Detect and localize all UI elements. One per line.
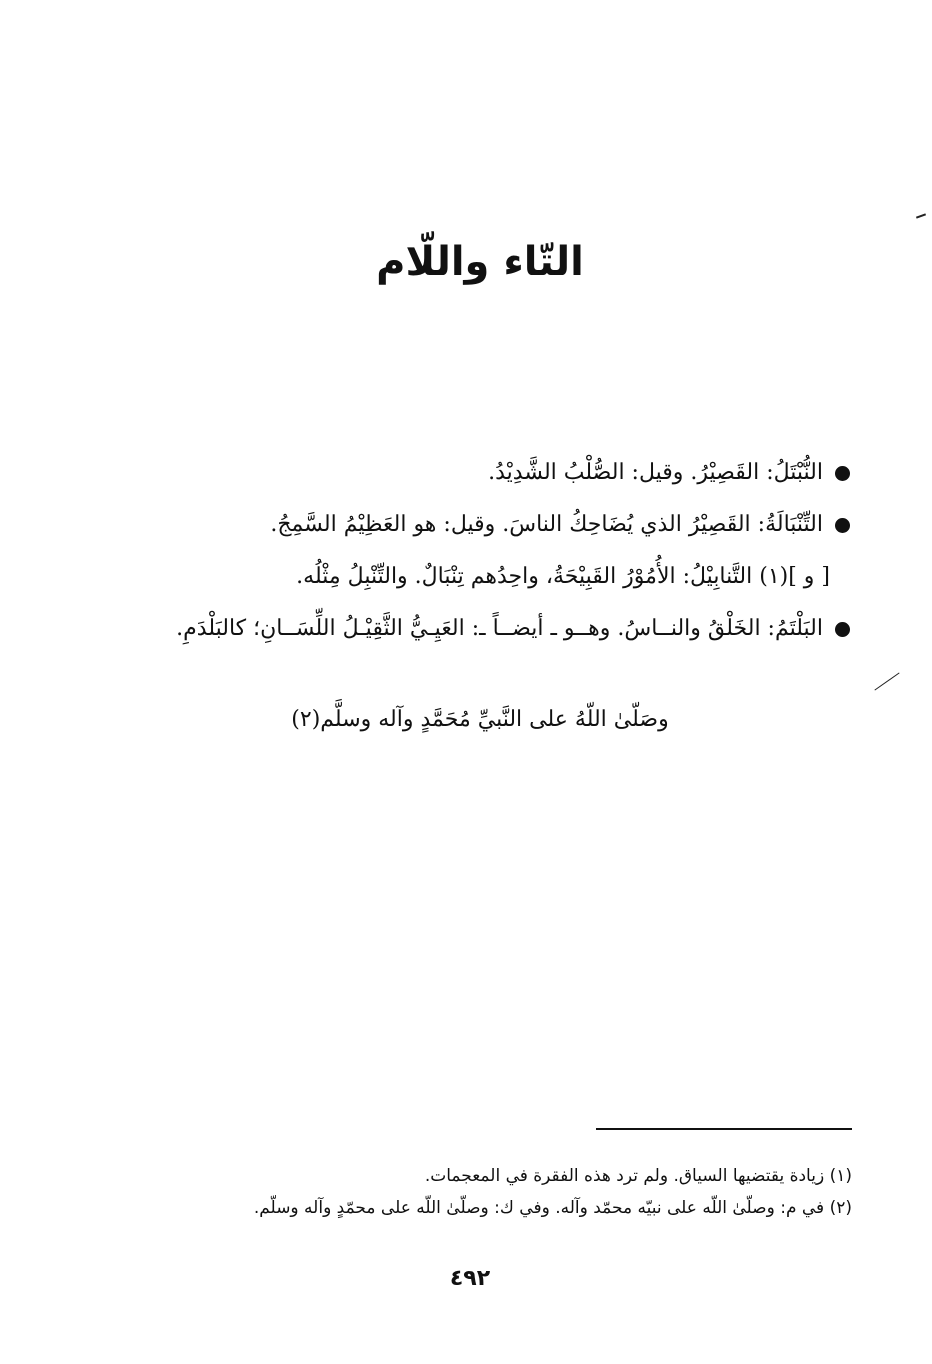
page-number: ٤٩٢: [449, 1266, 491, 1291]
dictionary-entry: [150, 504, 850, 546]
scan-mark: [874, 672, 899, 690]
bullet-icon: [835, 622, 850, 637]
chapter-title: التّاء واللّام: [376, 239, 584, 285]
scan-mark: [916, 213, 926, 218]
footnote: (١) زيادة يقتضيها السياق. ولم ترد هذه الفقرة في المعجمات.: [424, 1166, 852, 1186]
entry-text: النُّبْتَلُ: القَصِيْرُ. وقيل: الصُّلْبُ الشَّدِيْدُ.: [488, 460, 823, 485]
entry-text: [ و ](١) التَّنابِيْلُ: الأُمُوْرُ القَبِيْحَةُ، واحِدُهم تِنْبَالٌ. والتِّنْبِلُ مِثْلُه.: [296, 564, 830, 589]
footnote-divider: [596, 1128, 852, 1130]
dictionary-entry: [150, 452, 850, 494]
dictionary-entry: [150, 608, 850, 650]
footnotes: [160, 1160, 852, 1224]
entry-text: البَلْتَمُ: الخَلْقُ والنــاسُ. وهــو ـ أيضــاً ـ: العَيِـيُّ الثَّقِيْـلُ اللِّسَــانِ؛ كالبَلْدَمِ.: [176, 616, 823, 641]
bullet-icon: [835, 518, 850, 533]
dictionary-entries: [150, 452, 850, 660]
footnote: (٢) في م: وصلّىٰ اللّه على نبيّه محمّد وآله. وفي ك: وصلّىٰ اللّه على محمّدٍ وآله وسلّم.: [253, 1198, 852, 1218]
dictionary-entry: [150, 556, 850, 598]
bullet-icon: [835, 466, 850, 481]
entry-text: التِّنْبَالَةُ: القَصِيْرُ الذي يُضَاحِكُ الناسَ. وقيل: هو العَظِيْمُ السَّمِجُ.: [270, 512, 823, 537]
closing-blessing: وصَلّىٰ اللّهُ على النَّبيِّ مُحَمَّدٍ وآله وسلَّم(٢): [291, 707, 669, 732]
